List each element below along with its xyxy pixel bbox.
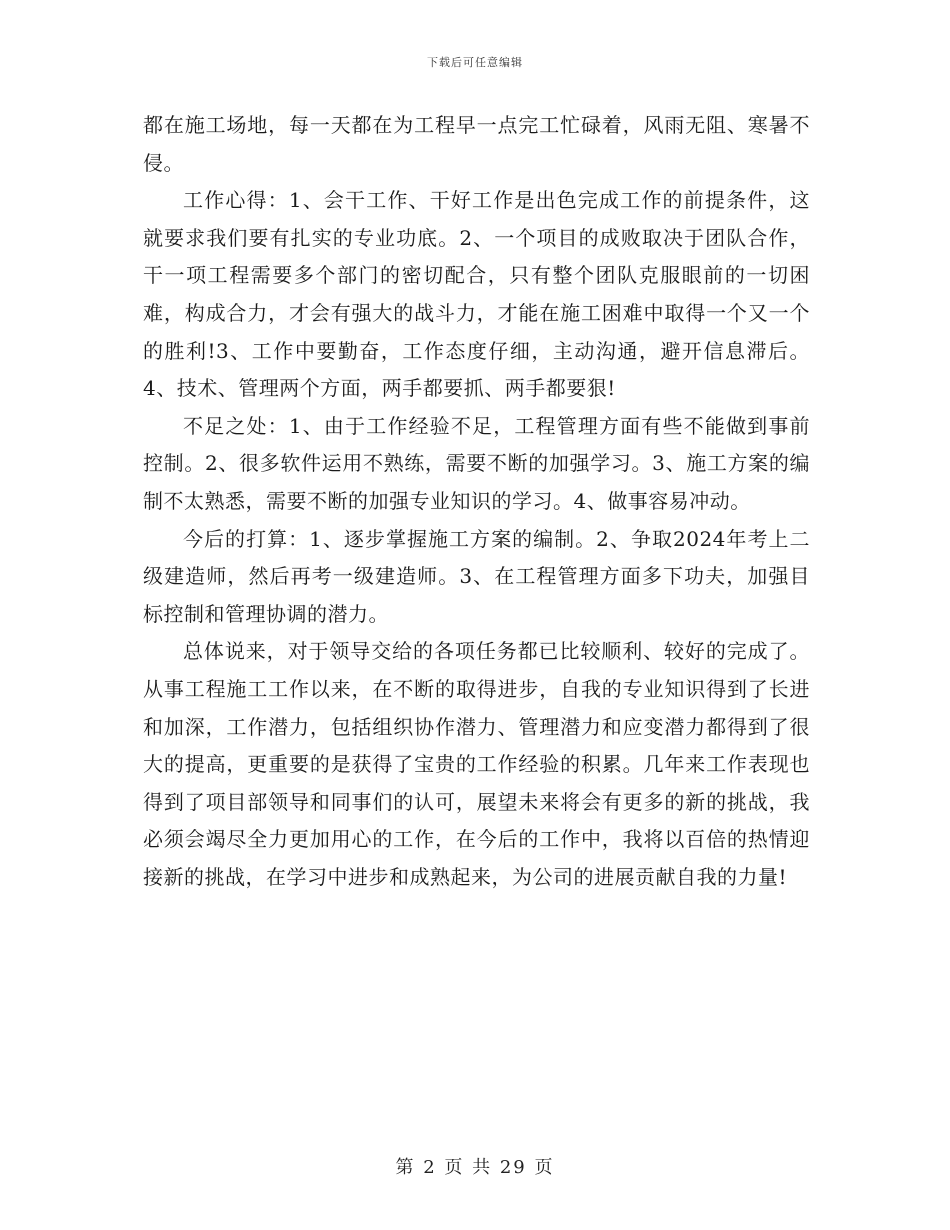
paragraph-summary: 总体说来，对于领导交给的各项任务都已比较顺利、较好的完成了。从事工程施工工作以来，在不断的取得进步，自我的专业知识得到了长进和加深，工作潜力，包括组织协作潜力、管理潜力和应变潜力都得到了很大的提高，更重要的是获得了宝贵的工作经验的积累。几年来工作表现也得到了项目部领导和同事们的认可，展望未来将会有更多的新的挑战，我必须会竭尽全力更加用心的工作，在今后的工作中，我将以百倍的热情迎接新的挑战，在学习中进步和成熟起来，为公司的进展贡献自我的力量! <box>143 639 810 889</box>
paragraph-shortcomings: 不足之处：1、由于工作经验不足，工程管理方面有些不能做到事前控制。2、很多软件运用不熟练，需要不断的加强学习。3、施工方案的编制不太熟悉，需要不断的加强专业知识的学习。4、做事容易冲动。 <box>143 413 810 513</box>
paragraph-future-plans: 今后的打算：1、逐步掌握施工方案的编制。2、争取2024年考上二级建造师，然后再考一级建造师。3、在工程管理方面多下功夫，加强目标控制和管理协调的潜力。 <box>143 526 810 626</box>
document-body <box>143 107 810 896</box>
page-number: 第 2 页 共 29 页 <box>395 1157 555 1178</box>
page-header: 下载后可任意编辑 <box>427 56 523 69</box>
paragraph-work-experience: 工作心得：1、会干工作、干好工作是出色完成工作的前提条件，这就要求我们要有扎实的专业功底。2、一个项目的成败取决于团队合作，干一项工程需要多个部门的密切配合，只有整个团队克服眼前的一切困难，构成合力，才会有强大的战斗力，才能在施工困难中取得一个又一个的胜利!3、工作中要勤奋，工作态度仔细，主动沟通，避开信息滞后。4、技术、管理两个方面，两手都要抓、两手都要狠! <box>143 188 810 401</box>
paragraph-continuation: 都在施工场地，每一天都在为工程早一点完工忙碌着，风雨无阻、寒暑不侵。 <box>143 113 810 175</box>
